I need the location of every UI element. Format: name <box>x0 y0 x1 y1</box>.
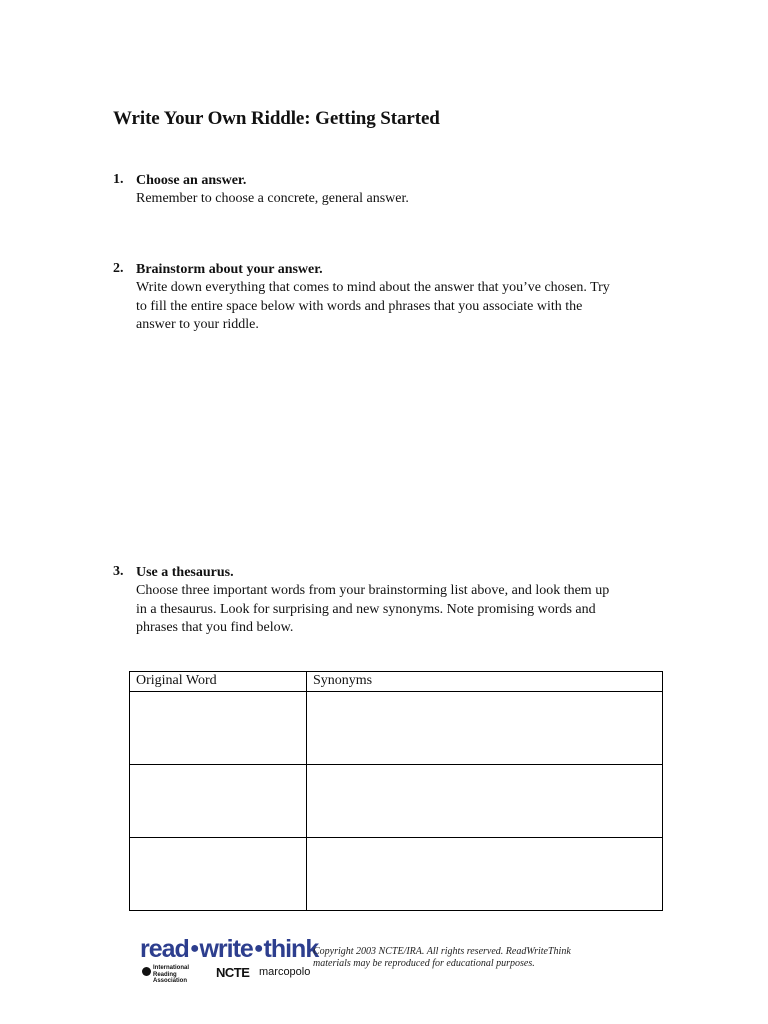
step-1 <box>113 172 673 209</box>
footer <box>140 935 620 985</box>
synonyms-cell[interactable] <box>307 765 663 838</box>
synonyms-cell[interactable] <box>307 838 663 911</box>
logo-dot-icon: ● <box>253 940 263 957</box>
step-3-heading: Use a thesaurus. <box>136 565 234 580</box>
ira-logo <box>142 965 208 984</box>
column-header-synonyms: Synonyms <box>307 672 663 692</box>
copyright-notice <box>313 946 623 970</box>
table-row <box>130 692 663 765</box>
step-3 <box>113 564 673 638</box>
copyright-line: materials may be reproduced for educational purposes. <box>313 958 535 969</box>
step-3-body-line: Choose three important words from your brainstorming list above, and look them up <box>136 583 610 598</box>
step-3-body-line: phrases that you find below. <box>136 620 294 635</box>
copyright-line: Copyright 2003 NCTE/IRA. All rights reserved. ReadWriteThink <box>313 946 571 957</box>
marcopolo-logo: marcopolo <box>259 966 311 978</box>
logo-word-think: think <box>263 935 319 963</box>
synonyms-table <box>129 671 663 911</box>
ira-logo-text: International Reading Association <box>153 965 190 984</box>
original-word-cell[interactable] <box>130 692 307 765</box>
step-3-body-line: in a thesaurus. Look for surprising and new synonyms. Note promising words and <box>136 601 596 617</box>
step-2-body-line: to fill the entire space below with words and phrases that you associate with the <box>136 298 583 314</box>
step-1-heading: Choose an answer. <box>136 173 247 188</box>
column-header-original-word: Original Word <box>130 672 307 692</box>
step-1-number: 1. <box>113 172 124 187</box>
readwritethink-logo <box>140 935 318 963</box>
step-2-number: 2. <box>113 261 124 276</box>
ira-mark-icon <box>142 967 151 976</box>
logo-word-write: write <box>199 935 253 963</box>
table-header-row <box>130 672 663 692</box>
table-row <box>130 765 663 838</box>
step-2-heading: Brainstorm about your answer. <box>136 262 323 277</box>
step-1-body-line: Remember to choose a concrete, general answer. <box>136 191 409 206</box>
step-2 <box>113 261 673 335</box>
logo-dot-icon: ● <box>189 940 199 957</box>
table-row <box>130 838 663 911</box>
synonyms-cell[interactable] <box>307 692 663 765</box>
logo-word-read: read <box>140 935 189 963</box>
page-title: Write Your Own Riddle: Getting Started <box>113 108 440 129</box>
step-3-number: 3. <box>113 564 124 579</box>
ncte-logo: NCTE <box>216 965 250 980</box>
partner-logos <box>142 965 312 984</box>
original-word-cell[interactable] <box>130 765 307 838</box>
original-word-cell[interactable] <box>130 838 307 911</box>
step-2-body-line: Write down everything that comes to mind about the answer that you’ve chosen. Try <box>136 280 610 295</box>
step-2-body-line: answer to your riddle. <box>136 317 259 332</box>
